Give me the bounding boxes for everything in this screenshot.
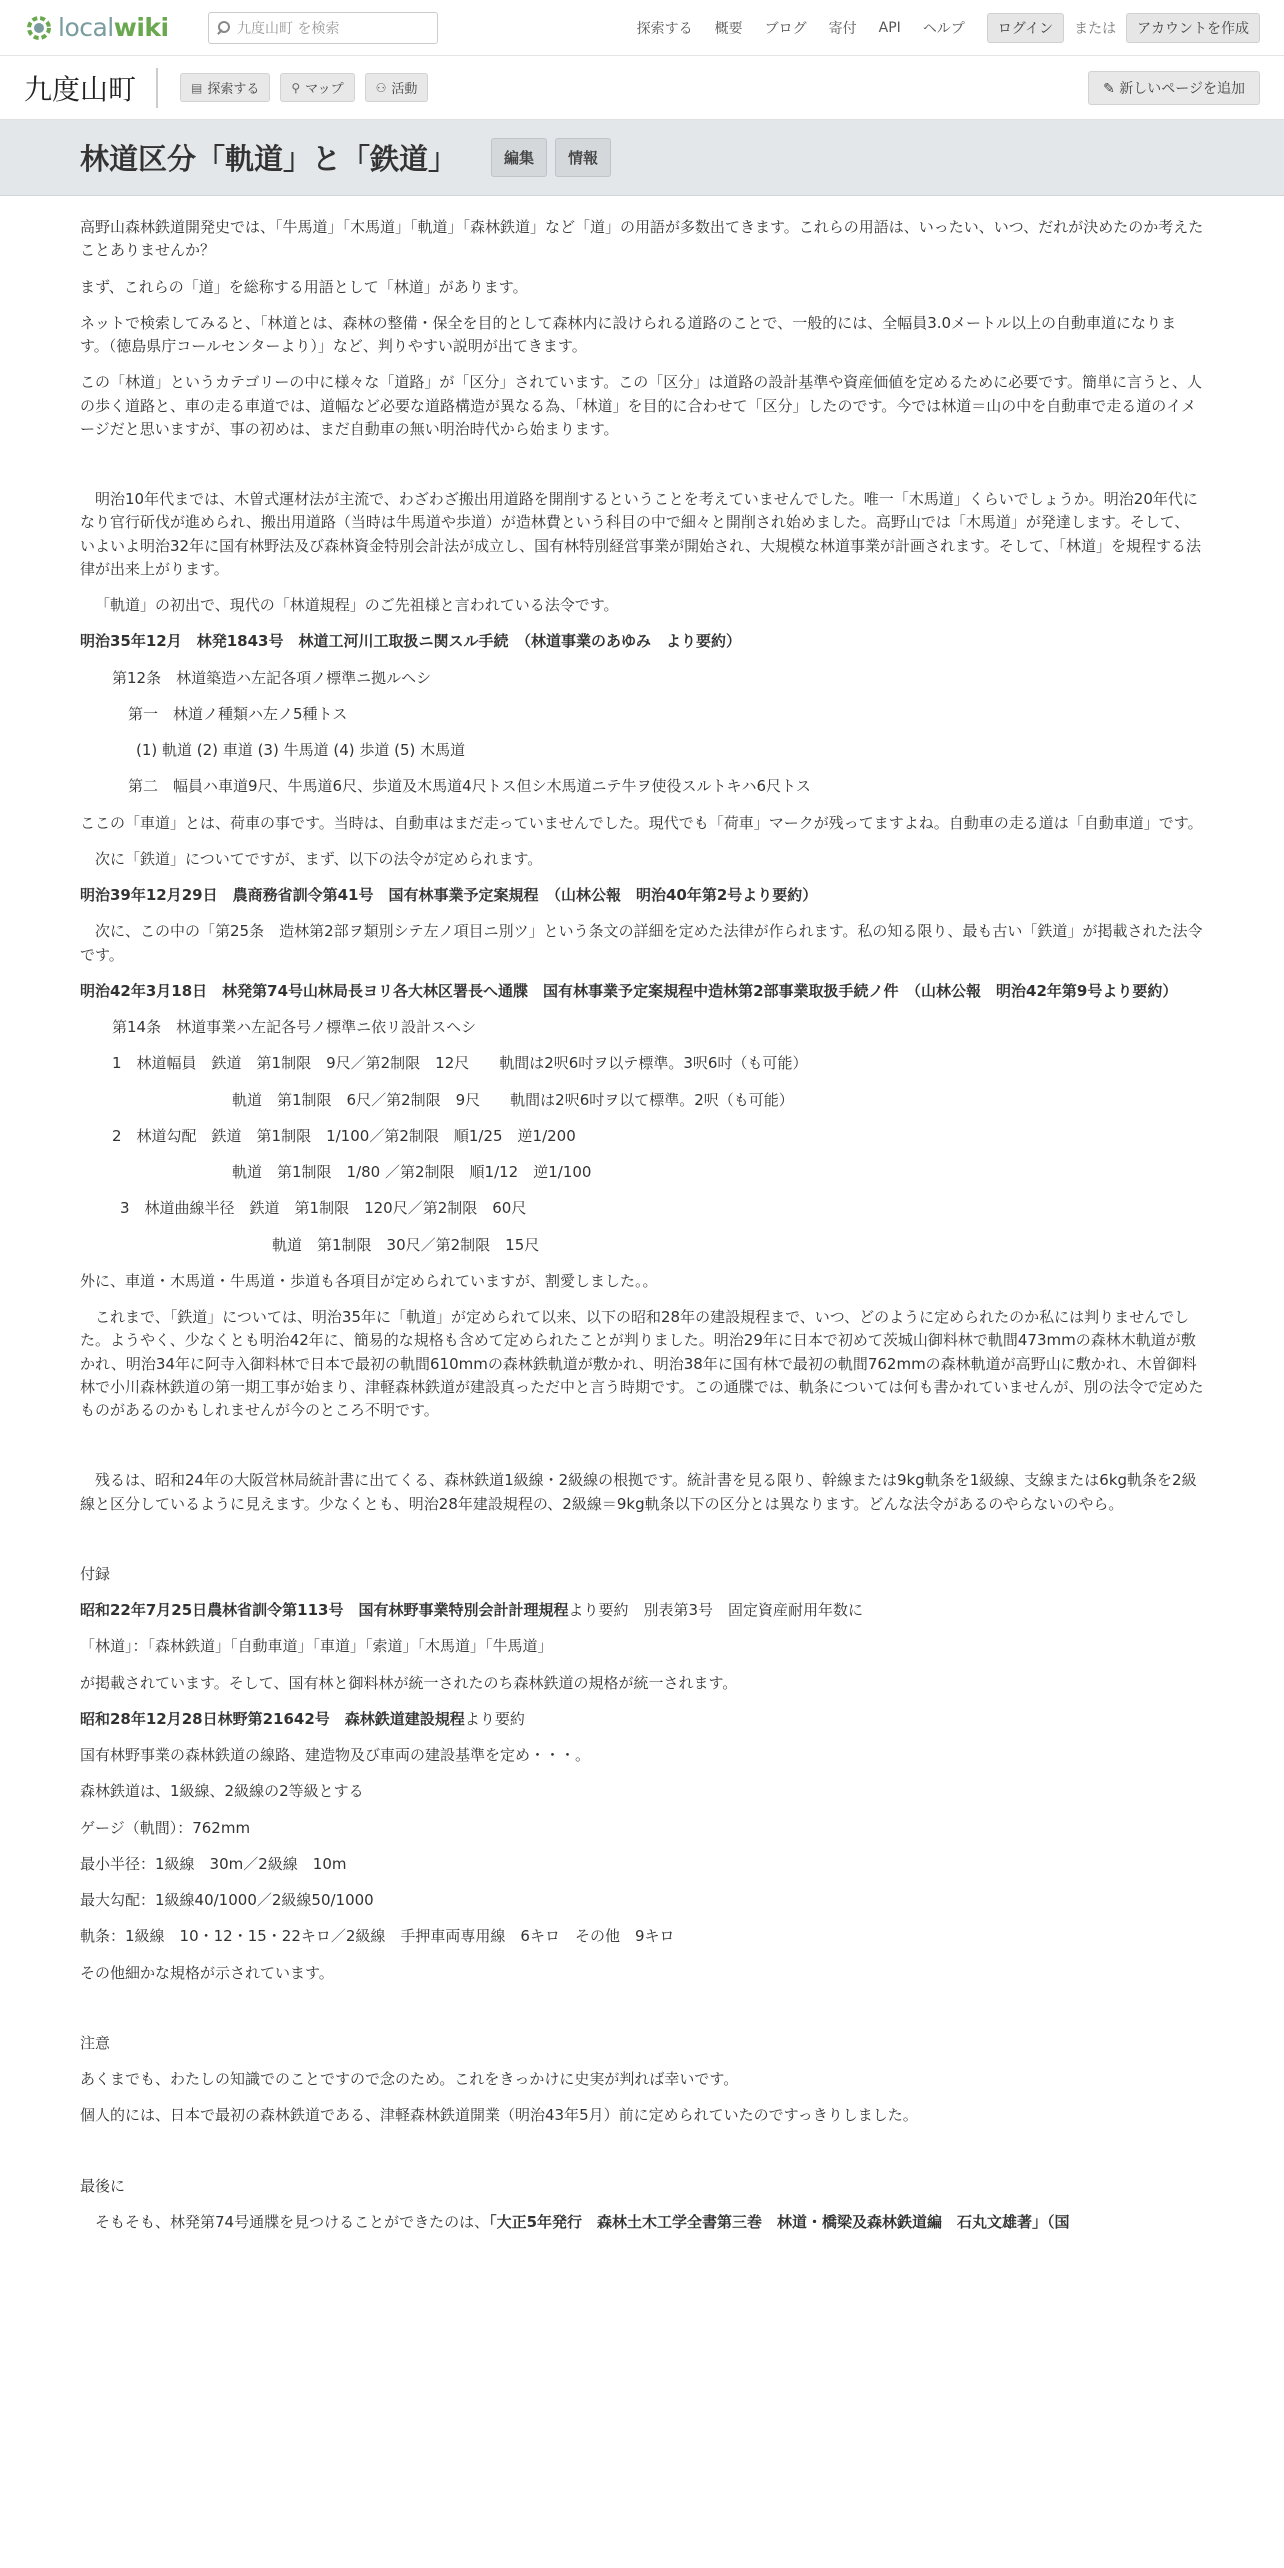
paragraph: あくまでも、わたしの知識でのことですので念のため。これをきっかけに史実が判れば幸いです。 — [80, 2070, 739, 2088]
section-heading-finally: 最後に — [80, 2176, 126, 2195]
paragraph: 「林道」：「森林鉄道」「自動車道」「車道」「索道」「木馬道」「牛馬道」 — [80, 1637, 553, 1656]
section-heading-appendix: 付録 — [80, 1564, 111, 1583]
edit-button[interactable]: 編集 — [491, 138, 547, 177]
law-article: 第一 林道ノ種類ハ左ノ5種トス — [128, 704, 348, 723]
login-button[interactable]: ログイン — [987, 13, 1064, 43]
spacer — [80, 1435, 1204, 1469]
search-placeholder: 九度山町 を検索 — [237, 20, 340, 37]
localwiki-logo-icon — [24, 13, 54, 43]
paragraph: そもそも、林発第74号通牒を見つけることができたのは、「大正5年発行 森林土木工学全書第三巻 林道・橋梁及森林鉄道編 石丸文雄著」（国 — [95, 2212, 1070, 2231]
paragraph: 森林鉄道は、1級線、2級線の2等級とする — [80, 1782, 364, 1801]
page-header — [0, 120, 1284, 196]
paragraph: その他細かな規格が示されています。 — [80, 1963, 334, 1982]
region-title[interactable]: 九度山町 — [24, 68, 158, 108]
region-activity-button[interactable]: ⚇ 活動 — [365, 73, 429, 102]
law-article: 1 林道幅員 鉄道 第1制限 9尺／第2制限 12尺 軌間は2呎6吋ヲ以テ標準。3呎6吋（も可能） — [112, 1054, 808, 1073]
paragraph: ゲージ（軌間）：762mm — [80, 1818, 251, 1837]
nav-blog[interactable]: ブログ — [764, 20, 807, 37]
law-note: より要約 別表第3号 固定資産耐用年数に — [568, 1601, 864, 1619]
paragraph: これまで、「鉄道」については、明治35年に「軌道」が定められて以来、以下の昭和28年の建設規程まで、いつ、どのように定められたのか私には判りませんでした。ようやく、少なくとも明治42年に、簡易的な規格も含めて定められたことが判りました。明治29年に日本で初めて茨城山御料林で軌間473mmの森林木軌道が敷かれ、明治34年に阿寺入御料林で日本で最初の軌間610mmの森林鉄軌道が敷かれ、明治38年に国有林で最初の軌間762mmの森林軌道が高野山に敷かれ、木曽御料林で小川森林鉄道の第一期工事が始まり、津軽森林鉄道が建設真っただ中と言う時期です。この通牒では、軌条については何も書かれていませんが、別の法令で定めたものがあるのかもしれませんが今のところ不明です。 — [80, 1308, 1204, 1419]
activity-icon: ⚇ — [375, 80, 387, 95]
section-heading-note: 注意 — [80, 2033, 111, 2052]
paragraph: 軌条：1級線 10・12・15・22キロ／2級線 手押車両専用線 6キロ その他 9キロ — [80, 1927, 675, 1946]
law-title: 昭和22年7月25日農林省訓令第113号 国有林野事業特別会計計理規程 — [80, 1601, 569, 1619]
law-heading: 明治35年12月 林発1843号 林道工河川工取扱ニ関スル手続 （林道事業のあゆみ より要約） — [80, 632, 742, 651]
law-heading: 明治42年3月18日 林発第74号山林局長ヨリ各大林区署長へ通牒 国有林事業予定案規程中造林第2部事業取扱手続ノ件 （山林公報 明治42年第9号より要約） — [80, 981, 1178, 1000]
law-title: 昭和28年12月28日林野第21642号 森林鉄道建設規程 — [80, 1709, 465, 1728]
paragraph: まず、これらの「道」を総称する用語として「林道」があります。 — [80, 277, 528, 296]
nav-explore[interactable]: 探索する — [636, 20, 693, 37]
law-article: (1) 軌道 (2) 車道 (3) 牛馬道 (4) 歩道 (5) 木馬道 — [136, 741, 466, 759]
law-article: 第二 幅員ハ車道9尺、牛馬道6尺、歩道及木馬道4尺トス但シ木馬道ニテ牛ヲ使役スルトキハ6尺トス — [128, 777, 811, 796]
search-icon — [217, 21, 231, 35]
paragraph: 次に「鉄道」についてですが、まず、以下の法令が定められます。 — [95, 849, 543, 868]
nav-api[interactable]: API — [878, 19, 901, 36]
search-input[interactable] — [208, 12, 438, 44]
signup-button[interactable]: アカウントを作成 — [1126, 13, 1260, 43]
localwiki-logo[interactable] — [24, 13, 184, 43]
law-article: 2 林道勾配 鉄道 第1制限 1/100／第2制限 順1/25 逆1/200 — [112, 1126, 576, 1145]
paragraph: 次に、この中の「第25条 造林第2部ヲ類別シテ左ノ項目ニ別ツ」という条文の詳細を定めた法律が作られます。私の知る限り、最も古い「鉄道」が掲載された法令です。 — [80, 922, 1203, 964]
nav-about[interactable]: 概要 — [714, 20, 743, 37]
page-content — [0, 196, 1284, 2234]
law-heading: 明治39年12月29日 農商務省訓令第41号 国有林事業予定案規程 （山林公報 明治40年第2号より要約） — [80, 886, 818, 904]
page-title: 林道区分「軌道」と「鉄道」 — [80, 142, 458, 176]
paragraph — [80, 1708, 1204, 1731]
law-article: 第12条 林道築造ハ左記各項ノ標準ニ拠ルヘシ — [112, 668, 432, 687]
paragraph: 「軌道」の初出で、現代の「林道規程」のご先祖様と言われている法令です。 — [95, 596, 619, 614]
explore-icon: ▤ — [191, 80, 203, 95]
paragraph — [80, 1599, 1204, 1622]
paragraph: が掲載されています。そして、国有林と御料林が統一されたのち森林鉄道の規格が統一されます。 — [80, 1673, 738, 1692]
law-article: 軌道 第1制限 30尺／第2制限 15尺 — [272, 1235, 540, 1254]
law-article: 軌道 第1制限 1/80 ／第2制限 順1/12 逆1/100 — [232, 1163, 592, 1181]
law-article: 3 林道曲線半径 鉄道 第1制限 120尺／第2制限 60尺 — [120, 1199, 527, 1218]
spacer — [80, 1529, 1204, 1563]
main-nav — [637, 13, 1260, 43]
paragraph: この「林道」というカテゴリーの中に様々な「道路」が「区分」されています。この「区分」は道路の設計基準や資産価値を定めるために必要です。簡単に言うと、人の歩く道路と、車の走る車道では、道幅など必要な道路構造が異なる為、「林道」を目的に合わせて「区分」したのです。今では林道＝山の中を自動車で走る道のイメージだと思いますが、事の初めは、まだ自動車の無い明治時代から始まります。 — [80, 373, 1203, 438]
add-page-button[interactable]: ✎ 新しいページを追加 — [1088, 71, 1260, 105]
paragraph: 最大勾配：1級線40/1000／2級線50/1000 — [80, 1891, 374, 1909]
spacer — [80, 1998, 1204, 2032]
pencil-icon: ✎ — [1103, 80, 1115, 97]
book-title: 「大正5年発行 森林土木工学全書第三巻 林道・橋梁及森林鉄道編 石丸文雄著」（国 — [489, 2212, 1070, 2231]
paragraph: 明治10年代までは、木曽式運材法が主流で、わざわざ搬出用道路を開削するということを考えていませんでした。唯一「木馬道」くらいでしょうか。明治20年代になり官行斫伐が進められ、搬出用道路（当時は牛馬道や歩道）が造林費という科目の中で細々と開削され始めました。高野山では「木馬道」が発達します。そして、いよいよ明治32年に国有林野法及び森林資金特別会計法が成立し、国有林特別経営事業が開始され、大規模な林道事業が計画されます。そして、「林道」を規程する法律が出来上がります。 — [80, 490, 1201, 578]
info-button[interactable]: 情報 — [555, 138, 611, 177]
nav-help[interactable]: ヘルプ — [922, 20, 965, 37]
law-article: 第14条 林道事業ハ左記各号ノ標準ニ依リ設計スヘシ — [112, 1018, 477, 1036]
paragraph: 個人的には、日本で最初の森林鉄道である、津軽森林鉄道開業（明治43年5月）前に定められていたのですっきりしました。 — [80, 2106, 918, 2125]
paragraph: 国有林野事業の森林鉄道の線路、建造物及び車両の建設基準を定め・・・。 — [80, 1746, 591, 1764]
region-bar — [0, 56, 1284, 120]
law-note: より要約 — [464, 1709, 525, 1728]
region-map-button[interactable]: ⚲ マップ — [280, 73, 354, 102]
paragraph: 最小半径：1級線 30m／2級線 10m — [80, 1854, 347, 1873]
paragraph: 残るは、昭和24年の大阪営林局統計書に出てくる、森林鉄道1級線・2級線の根拠です。統計書を見る限り、幹線または9kg軌条を1級線、支線または6kg軌条を2級線と区分しているように見えます。少なくとも、明治28年建設規程の、2級線＝9kg軌条以下の区分とは異なります。どんな法令があるのやらないのやら。 — [80, 1471, 1197, 1513]
paragraph: 外に、車道・木馬道・牛馬道・歩道も各項目が定められていますが、割愛しました。。 — [80, 1271, 658, 1290]
paragraph: ネットで検索してみると、「林道とは、森林の整備・保全を目的として森林内に設けられる道路のことで、一般的には、全幅員3.0メートル以上の自動車道になります。（徳島県庁コールセンターより）」など、判りやすい説明が出てきます。 — [80, 313, 1177, 355]
region-explore-button[interactable]: ▤ 探索する — [180, 73, 270, 102]
spacer — [80, 454, 1204, 488]
nav-donate[interactable]: 寄付 — [828, 20, 857, 37]
map-pin-icon: ⚲ — [291, 80, 301, 95]
or-text: または — [1074, 20, 1117, 37]
logo-text: localwiki — [58, 13, 169, 42]
spacer — [80, 2141, 1204, 2175]
paragraph: ここの「車道」とは、荷車の事です。当時は、自動車はまだ走っていませんでした。現代でも「荷車」マークが残ってますよね。自動車の走る道は「自動車道」です。 — [80, 813, 1203, 832]
law-article: 軌道 第1制限 6尺／第2制限 9尺 軌間は2呎6吋ヲ以て標準。2呎（も可能） — [232, 1090, 794, 1109]
paragraph: 高野山森林鉄道開発史では、「牛馬道」「木馬道」「軌道」「森林鉄道」など「道」の用語が多数出てきます。これらの用語は、いったい、いつ、だれが決めたのか考えたことありませんか？ — [80, 218, 1204, 260]
top-bar — [0, 0, 1284, 56]
